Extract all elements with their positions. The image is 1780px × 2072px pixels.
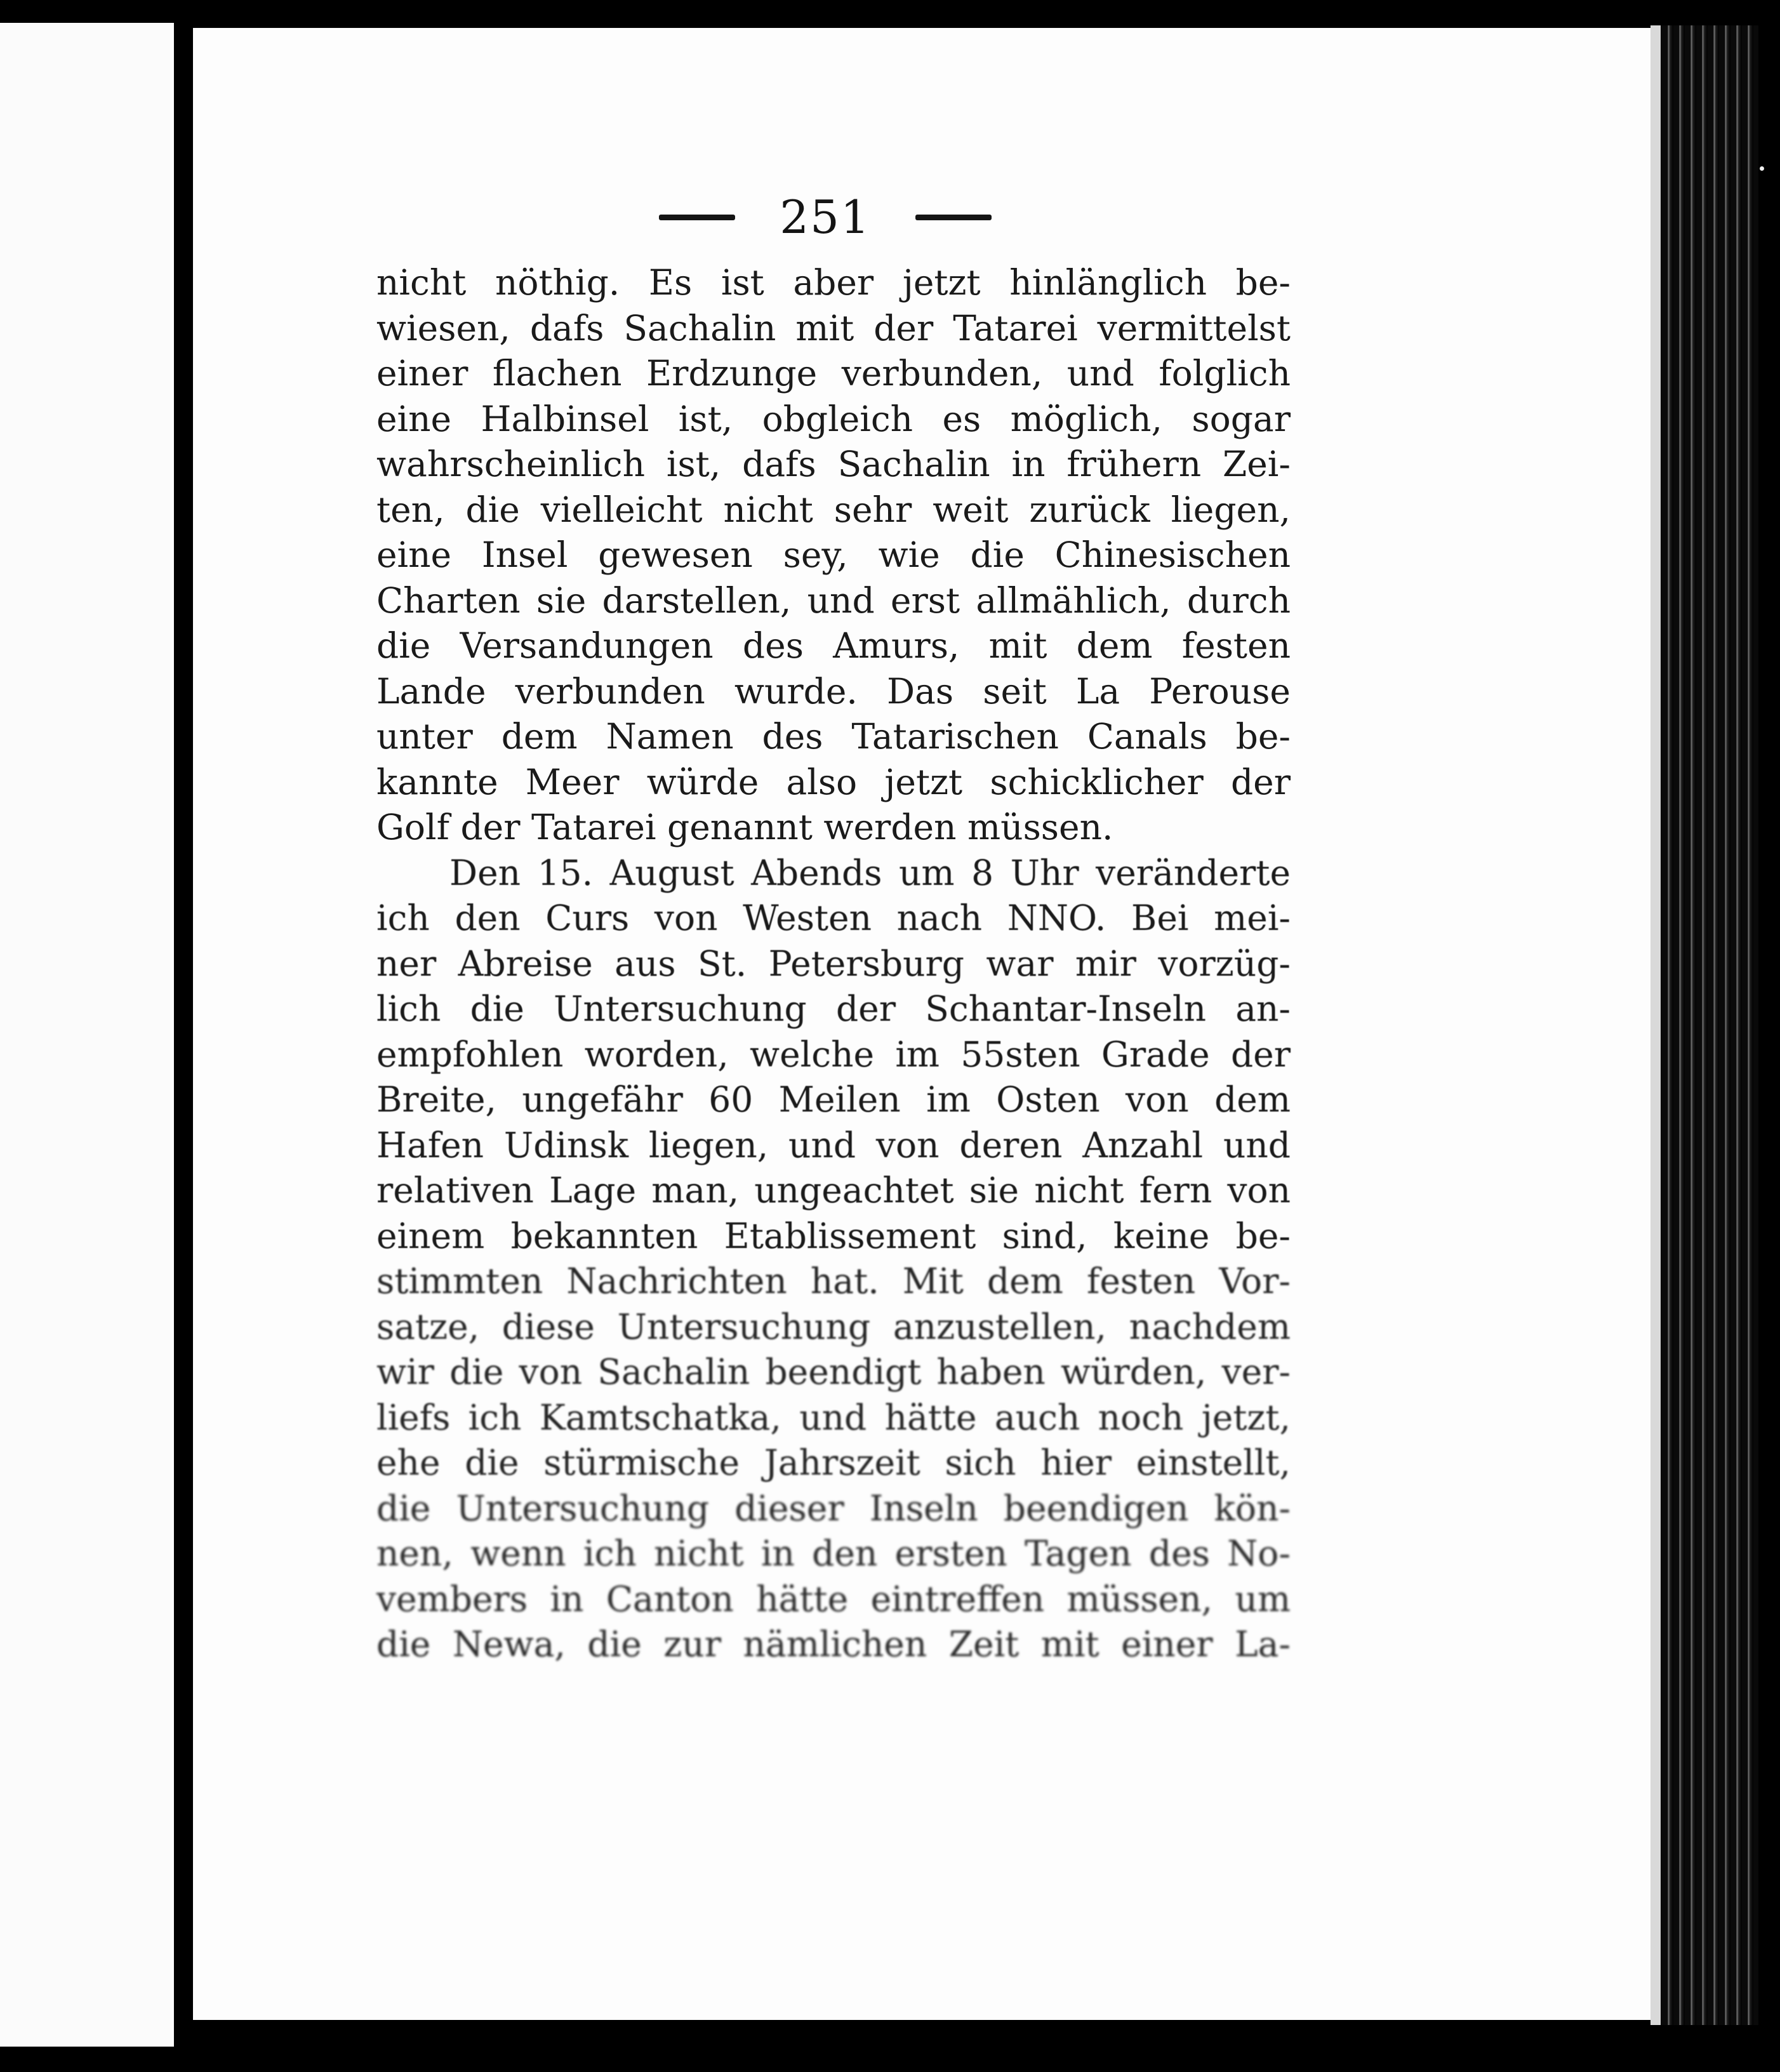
text-line: wahrscheinlich ist, dafs Sachalin in frühern Zei- bbox=[376, 444, 1291, 484]
page-edge-highlight bbox=[1650, 25, 1661, 2025]
text-line: die Versandungen des Amurs, mit dem festen bbox=[376, 625, 1291, 666]
text-line: Lande verbunden wurde. Das seit La Perouse bbox=[376, 670, 1291, 712]
header-dash-right bbox=[915, 215, 992, 220]
text-line: stimmten Nachrichten hat. Mit dem festen Vor- bbox=[376, 1261, 1291, 1301]
text-line: Den 15. August Abends um 8 Uhr veränderte bbox=[449, 852, 1291, 893]
text-line: wir die von Sachalin beendigt haben würden, ver- bbox=[376, 1351, 1291, 1392]
book-gutter bbox=[174, 0, 193, 2072]
text-line: kannte Meer würde also jetzt schicklicher der bbox=[376, 761, 1291, 802]
text-line: ten, die vielleicht nicht sehr weit zurück liegen, bbox=[376, 489, 1291, 530]
text-line: Charten sie darstellen, und erst allmählich, durch bbox=[376, 580, 1291, 621]
page-header bbox=[641, 185, 1009, 249]
text-line: liefs ich Kamtschatka, und hätte auch noch jetzt, bbox=[376, 1397, 1291, 1438]
page-number: 251 bbox=[780, 190, 871, 244]
body-text bbox=[376, 260, 1291, 1668]
text-line: unter dem Namen des Tatarischen Canals be- bbox=[376, 716, 1291, 757]
scan-speck bbox=[1760, 166, 1764, 171]
text-line: nicht nöthig. Es ist aber jetzt hinlänglich be- bbox=[376, 262, 1291, 303]
text-line: ner Abreise aus St. Petersburg war mir vorzüg- bbox=[376, 943, 1291, 984]
text-line: ehe die stürmische Jahrszeit sich hier einstellt, bbox=[376, 1442, 1291, 1483]
text-line: eine Insel gewesen sey, wie die Chinesischen bbox=[376, 535, 1291, 575]
text-line: die Newa, die zur nämlichen Zeit mit einer La- bbox=[376, 1624, 1291, 1664]
header-dash-left bbox=[659, 215, 735, 220]
text-line: lich die Untersuchung der Schantar-Inseln an- bbox=[376, 988, 1291, 1029]
text-line: empfohlen worden, welche im 55sten Grade der bbox=[376, 1033, 1291, 1075]
text-line: die Untersuchung dieser Inseln beendigen kön- bbox=[376, 1487, 1291, 1529]
text-line: vembers in Canton hätte eintreffen müssen, um bbox=[376, 1578, 1291, 1619]
text-line: eine Halbinsel ist, obgleich es möglich, sogar bbox=[376, 398, 1291, 439]
text-line: einem bekannten Etablissement sind, keine be- bbox=[376, 1215, 1291, 1256]
facing-page-edge bbox=[0, 23, 174, 2047]
text-line: satze, diese Untersuchung anzustellen, nachdem bbox=[376, 1306, 1291, 1347]
text-line: Golf der Tatarei genannt werden müssen. bbox=[376, 807, 1113, 847]
page-stack-edges bbox=[1650, 25, 1758, 2025]
text-line: Hafen Udinsk liegen, und von deren Anzahl und bbox=[376, 1124, 1291, 1166]
text-line: einer flachen Erdzunge verbunden, und folglich bbox=[376, 353, 1291, 394]
text-line: nen, wenn ich nicht in den ersten Tagen des No- bbox=[376, 1533, 1291, 1574]
text-line: ich den Curs von Westen nach NNO. Bei mei- bbox=[376, 898, 1291, 938]
text-line: wiesen, dafs Sachalin mit der Tatarei vermittelst bbox=[376, 307, 1291, 349]
text-line: relativen Lage man, ungeachtet sie nicht fern von bbox=[376, 1170, 1291, 1211]
text-line: Breite, ungefähr 60 Meilen im Osten von dem bbox=[376, 1079, 1291, 1120]
